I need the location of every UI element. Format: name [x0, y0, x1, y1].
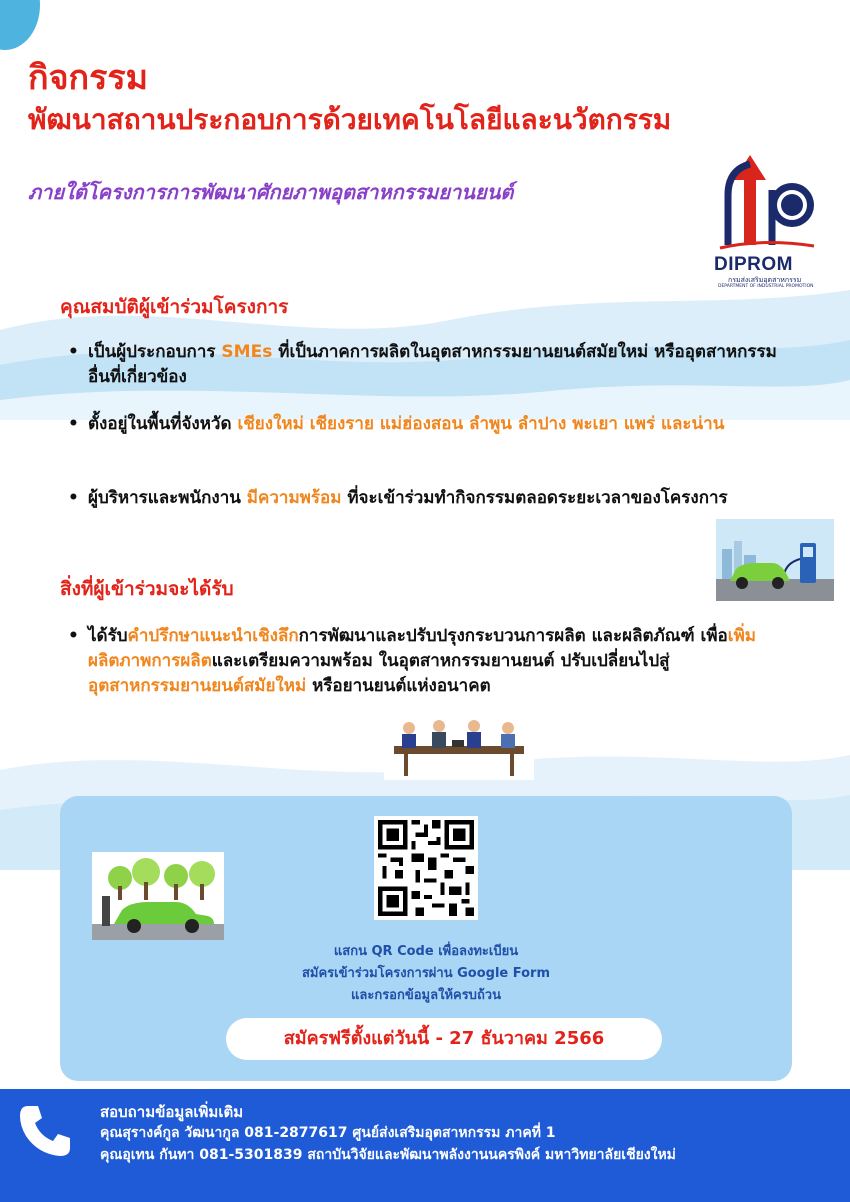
register-instruction-1: แสกน QR Code เพื่อลงทะเบียน: [333, 944, 519, 959]
logo-english-name: DEPARTMENT OF INDUSTRIAL PROMOTION: [718, 284, 814, 289]
activity-subtitle: พัฒนาสถานประกอบการด้วยเทคโนโลยีและนวัตกรรม: [28, 103, 672, 136]
project-name: ภายใต้โครงการการพัฒนาศักยภาพอุตสาหกรรมยานยนต์: [28, 180, 514, 204]
meeting-illustration: [384, 716, 534, 780]
contact-line-1: คุณสุรางค์กูล วัฒนากูล 081-2877617 ศูนย์ส่งเสริมอุตสาหกรรม ภาคที่ 1: [100, 1125, 556, 1141]
benefit-item: • ได้รับคำปรึกษาแนะนำเชิงลึกการพัฒนาและปรับปรุงกระบวนการผลิต และผลิตภัณฑ์ เพื่อเพิ่มผลิตภาพการผลิตและเตรียมความพร้อม ในอุตสาหกรรมยานยนต์ ปรับเปลี่ยนไปสู่อุตสาหกรรมยานยนต์สมัยใหม่ หรือยานยนต์แห่งอนาคต: [68, 626, 756, 696]
register-instruction-2: สมัครเข้าร่วมโครงการผ่าน Google Form: [301, 966, 551, 981]
ev-charging-illustration: [716, 519, 834, 601]
bullet-dot-icon: •: [68, 414, 79, 434]
qualification-item: • ผู้บริหารและพนักงาน มีความพร้อม ที่จะเข้าร่วมทำกิจกรรมตลอดระยะเวลาของโครงการ: [68, 486, 758, 511]
registration-qr-code[interactable]: [374, 816, 478, 920]
phone-icon: [14, 1100, 76, 1162]
contact-line-2: คุณอุเทน กันทา 081-5301839 สถาบันวิจัยและพัฒนาพลังงานนครพิงค์ มหาวิทยาลัยเชียงใหม่: [100, 1147, 676, 1163]
bullet-dot-icon: •: [68, 626, 79, 646]
corner-decoration: [0, 0, 40, 50]
diprom-emblem-icon: [714, 150, 824, 255]
bullet-dot-icon: •: [68, 488, 79, 508]
benefits-heading: สิ่งที่ผู้เข้าร่วมจะได้รับ: [60, 578, 234, 600]
qualifications-heading: คุณสมบัติผู้เข้าร่วมโครงการ: [60, 296, 289, 318]
qualification-item: • เป็นผู้ประกอบการ SMEs ที่เป็นภาคการผลิตในอุตสาหกรรมยานยนต์สมัยใหม่ หรืออุตสาหกรรมอื่นที่เกี่ยวข้อง: [68, 342, 777, 387]
logo-thai-name: กรมส่งเสริมอุตสาหกรรม: [728, 276, 802, 284]
contact-title: สอบถามข้อมูลเพิ่มเติม: [100, 1103, 244, 1121]
logo-wordmark: DIPROM: [714, 254, 793, 275]
bullet-dot-icon: •: [68, 342, 79, 362]
green-car-illustration: [92, 852, 224, 940]
diprom-logo: [714, 150, 824, 290]
page-title: กิจกรรม: [28, 58, 149, 98]
qualification-item: • ตั้งอยู่ในพื้นที่จังหวัด เชียงใหม่ เชียงราย แม่ฮ่องสอน ลำพูน ลำปาง พะเยา แพร่ และน่าน: [68, 412, 748, 437]
deadline-badge: สมัครฟรีตั้งแต่วันนี้ - 27 ธันวาคม 2566: [226, 1018, 662, 1060]
register-instruction-3: และกรอกข้อมูลให้ครบถ้วน: [351, 988, 501, 1003]
